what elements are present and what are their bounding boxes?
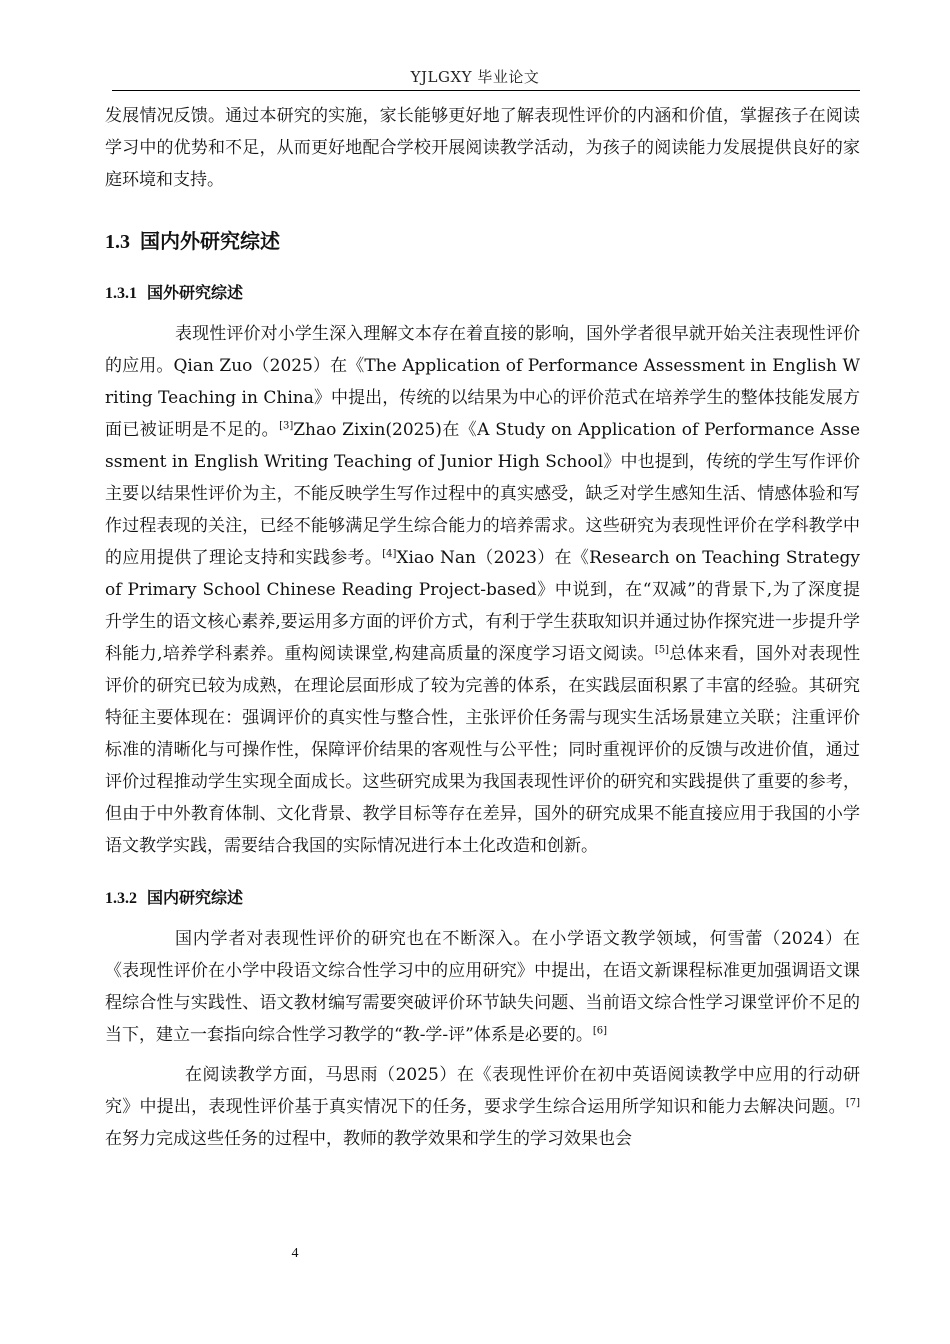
page-body: [105, 100, 860, 1155]
running-header: YJLGXY 毕业论文: [410, 68, 540, 86]
paragraph-foreign-research: [105, 318, 860, 862]
header-divider: [112, 90, 860, 91]
paragraph-reading-teaching: [105, 1059, 860, 1155]
citation-ref: [5]: [654, 644, 669, 656]
citation-ref: [4]: [382, 548, 397, 560]
paragraph-text: 表现性评价对小学生深入理解文本存在着直接的影响，国外学者很早就开始关注表现性评价的应用。Qian Zuo（2025）在《The Application of Performance Assessment in English Writing Teaching in China》中提出，传统的以结果为中心的评价范式在培养学生的整体技能发展方面已被证明是不足的。: [105, 324, 860, 440]
page-number: 4: [291, 1246, 299, 1261]
paragraph-text: Zhao Zixin(2025)在《A Study on Application of Performance Assessment in English Writing Teaching of Junior High School》中也提到，传统的学生写作评价主要以结果性评价为主，不能反映学生写作过程中的真实感受，缺乏对学生感知生活、情感体验和写作过程表现的关注，已经不能够满足学生综合能力的培养需求。这些研究为表现性评价在学科教学中的应用提供了理论支持和实践参考。: [105, 420, 861, 568]
paragraph-text: 总体来看，国外对表现性评价的研究已较为成熟，在理论层面形成了较为完善的体系，在实践层面积累了丰富的经验。其研究特征主要体现在：强调评价的真实性与整合性，主张评价任务需与现实生活场景建立关联；注重评价标准的清晰化与可操作性，保障评价结果的客观性与公平性；同时重视评价的反馈与改进价值，通过评价过程推动学生实现全面成长。这些研究成果为我国表现性评价的研究和实践提供了重要的参考，但由于中外教育体制、文化背景、教学目标等存在差异，国外的研究成果不能直接应用于我国的小学语文教学实践，需要结合我国的实际情况进行本土化改造和创新。: [105, 644, 861, 856]
citation-ref: [3]: [279, 420, 294, 432]
citation-ref: [6]: [592, 1025, 608, 1037]
section-heading-1-3-1: [105, 279, 860, 308]
section-heading-1-3: [105, 226, 860, 257]
citation-ref: [7]: [845, 1097, 860, 1109]
paragraph-text: 在努力完成这些任务的过程中，教师的教学效果和学生的学习效果也会: [105, 1129, 632, 1149]
subsection-title: 国外研究综述: [147, 283, 244, 302]
section-number: 1.3: [105, 231, 130, 253]
paragraph-domestic-research: [105, 923, 860, 1051]
section-heading-1-3-2: [105, 884, 860, 913]
subsection-number: 1.3.1: [105, 285, 137, 302]
subsection-title: 国内研究综述: [147, 888, 244, 907]
paragraph-text: 在阅读教学方面，马思雨（2025）在《表现性评价在初中英语阅读教学中应用的行动研究》中提出，表现性评价基于真实情况下的任务，要求学生综合运用所学知识和能力去解决问题。: [105, 1065, 860, 1117]
paragraph-intro-continued: 发展情况反馈。通过本研究的实施，家长能够更好地了解表现性评价的内涵和价值，掌握孩子在阅读学习中的优势和不足，从而更好地配合学校开展阅读教学活动，为孩子的阅读能力发展提供良好的家庭环境和支持。: [105, 106, 860, 190]
subsection-number: 1.3.2: [105, 890, 137, 907]
paragraph-text: Xiao Nan（2023）在《Research on Teaching Strategy of Primary School Chinese Reading Project-based》中说到，在“双减”的背景下,为了深度提升学生的语文核心素养,要运用多方面的评价方式，有利于学生获取知识并通过协作探究进一步提升学科能力,培养学科素养。重构阅读课堂,构建高质量的深度学习语文阅读。: [105, 548, 860, 664]
paragraph-text: 国内学者对表现性评价的研究也在不断深入。在小学语文教学领域，何雪蕾（2024）在《表现性评价在小学中段语文综合性学习中的应用研究》中提出，在语文新课程标准更加强调语文课程综合性与实践性、语文教材编写需要突破评价环节缺失问题、当前语文综合性学习课堂评价不足的当下，建立一套指向综合性学习教学的“教-学-评”体系是必要的。: [105, 929, 860, 1045]
section-title: 国内外研究综述: [140, 229, 280, 253]
